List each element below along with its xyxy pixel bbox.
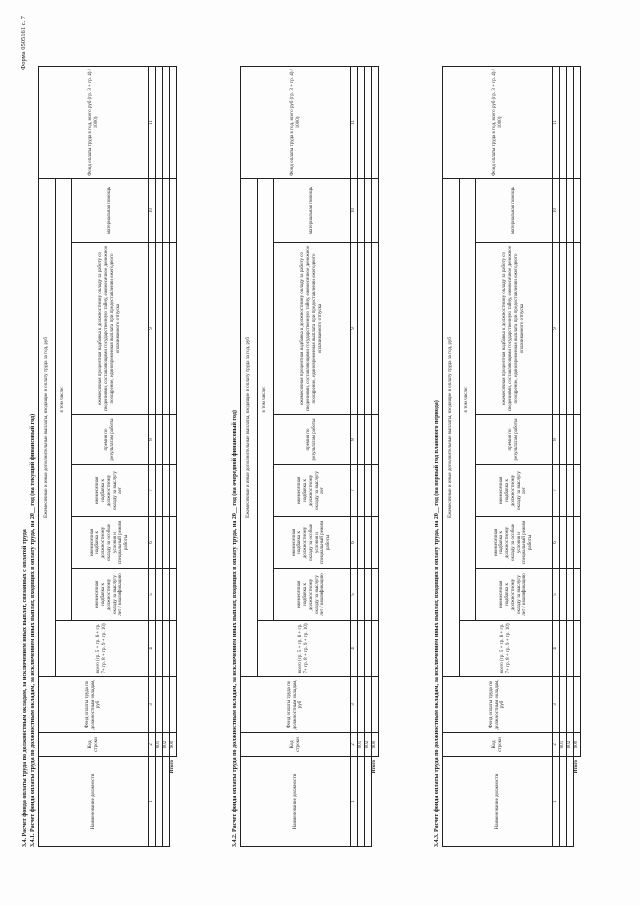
value-cell[interactable] (567, 465, 574, 517)
value-cell[interactable] (163, 517, 170, 569)
table-block-3 (442, 67, 581, 847)
col-number: 11 (351, 66, 358, 178)
subgroup-header: в том числе: (258, 178, 274, 620)
total-row (574, 66, 581, 846)
value-cell[interactable] (560, 178, 567, 242)
value-cell[interactable] (567, 569, 574, 621)
col-annual-fund-header: Фонд оплаты труда в год, всего руб (гр. 3 + гр. 4) / 1000) (443, 66, 553, 178)
value-cell[interactable] (560, 66, 567, 178)
payroll-table-1 (38, 66, 177, 847)
value-cell[interactable] (560, 243, 567, 415)
value-cell[interactable] (365, 243, 372, 415)
column-numbers-row (553, 66, 560, 846)
col-number: 2 (553, 733, 560, 757)
value-cell[interactable] (365, 415, 372, 465)
table-row (163, 66, 170, 846)
total-cell[interactable] (372, 415, 379, 465)
position-cell[interactable] (567, 757, 574, 847)
col-annual-fund-header: Фонд оплаты труда в год, всего руб (гр. 3 + гр. 4) / 1000) (241, 66, 351, 178)
total-cell[interactable] (574, 178, 581, 242)
total-cell[interactable] (574, 415, 581, 465)
total-cell[interactable] (170, 621, 177, 677)
value-cell[interactable] (156, 178, 163, 242)
payroll-table-2 (240, 66, 379, 847)
col-number: 7 (149, 465, 156, 517)
col-8-header: премия по результатам работы (71, 415, 148, 465)
col-9-header: ежемесячная процентная надбавка к должностному окладу за работу со сведениями, составляющими государственную тайну, ежемесячное денежное поощрение, единовременная выплата при предоставлении ежегодного оплачиваемого отпуска (273, 243, 350, 415)
col-number: 7 (351, 465, 358, 517)
value-cell[interactable] (163, 243, 170, 415)
total-cell[interactable] (574, 66, 581, 178)
col-10-header: материальная помощь (475, 178, 552, 242)
total-label: Итого (372, 760, 378, 774)
col-salary-fund-header: Фонд оплаты труда по должностным окладам, руб (39, 677, 149, 733)
block-2-title: 3.4.2. Расчет фонда оплаты труда по должностным окладам, за исключением иных выплат, входящих в оплату труда, на 20__ год (на очередной финансовый год) (232, 410, 238, 847)
form-number: Форма 0505161 с. 7 (20, 16, 27, 70)
row-code: 002 (567, 733, 574, 757)
value-cell[interactable] (358, 621, 365, 677)
value-cell[interactable] (358, 415, 365, 465)
subgroup-header: в том числе: (56, 178, 72, 620)
value-cell[interactable] (560, 517, 567, 569)
col-number: 2 (351, 733, 358, 757)
total-code: 900 (574, 733, 581, 757)
value-cell[interactable] (358, 517, 365, 569)
value-cell[interactable] (156, 621, 163, 677)
value-cell[interactable] (163, 415, 170, 465)
col-number: 9 (553, 243, 560, 415)
table-block-2 (240, 67, 379, 847)
col-number: 7 (553, 465, 560, 517)
position-cell[interactable] (365, 757, 372, 847)
col-9-header: ежемесячная процентная надбавка к должностному окладу за работу со сведениями, составляющими государственную тайну, ежемесячное денежное поощрение, единовременная выплата при предоставлении ежегодного оплачиваемого отпуска (475, 243, 552, 415)
total-cell[interactable] (170, 677, 177, 733)
value-cell[interactable] (163, 66, 170, 178)
col-5-header: ежемесячная надбавка к должностному окладу за выслугу лет / квалификацию (71, 569, 148, 621)
value-cell[interactable] (156, 517, 163, 569)
col-number: 5 (351, 569, 358, 621)
total-cell[interactable] (372, 569, 379, 621)
section-title: 3.4. Расчет фонда оплаты труда по должностным окладам, за исключением иных выплат, связанных с оплатой труда (22, 529, 28, 847)
value-cell[interactable] (365, 465, 372, 517)
col-total-header: всего (гр. 5 + гр. 6 + гр. 7+ гр. 8 + гр. 9 + гр. 10) (56, 621, 149, 677)
value-cell[interactable] (358, 677, 365, 733)
position-cell[interactable] (163, 757, 170, 847)
col-number: 5 (149, 569, 156, 621)
value-cell[interactable] (156, 66, 163, 178)
col-7-header: ежемесячная надбавка к должностному окладу за выслугу лет (273, 465, 350, 517)
col-code-header: Код строки (39, 733, 149, 757)
col-number: 3 (553, 677, 560, 733)
col-code-header: Код строки (443, 733, 553, 757)
total-cell[interactable] (574, 465, 581, 517)
value-cell[interactable] (163, 621, 170, 677)
col-number: 1 (351, 757, 358, 847)
total-cell[interactable] (372, 243, 379, 415)
col-number: 1 (553, 757, 560, 847)
value-cell[interactable] (567, 415, 574, 465)
value-cell[interactable] (567, 66, 574, 178)
col-position-header: Наименование должности (443, 757, 553, 847)
total-cell[interactable] (372, 178, 379, 242)
col-number: 4 (553, 621, 560, 677)
value-cell[interactable] (560, 415, 567, 465)
total-cell[interactable] (372, 677, 379, 733)
col-number: 5 (553, 569, 560, 621)
value-cell[interactable] (365, 569, 372, 621)
value-cell[interactable] (156, 569, 163, 621)
value-cell[interactable] (560, 677, 567, 733)
value-cell[interactable] (567, 243, 574, 415)
total-cell[interactable] (574, 677, 581, 733)
col-6-header: ежемесячная надбавка к должностному окладу за особые условия и специальный режим работы (273, 517, 350, 569)
group-header: Ежемесячные и иные дополнительные выплаты, входящие в оплату труда за год, руб (39, 178, 56, 676)
col-number: 1 (149, 757, 156, 847)
total-cell[interactable] (574, 517, 581, 569)
position-cell[interactable] (560, 757, 567, 847)
col-7-header: ежемесячная надбавка к должностному окладу за выслугу лет (71, 465, 148, 517)
col-number: 6 (351, 517, 358, 569)
value-cell[interactable] (560, 621, 567, 677)
col-number: 9 (351, 243, 358, 415)
col-8-header: премия по результатам работы (475, 415, 552, 465)
col-total-header: всего (гр. 5 + гр. 6 + гр. 7+ гр. 8 + гр. 9 + гр. 10) (460, 621, 553, 677)
col-number: 6 (149, 517, 156, 569)
value-cell[interactable] (163, 569, 170, 621)
position-cell[interactable] (358, 757, 365, 847)
col-number: 11 (149, 66, 156, 178)
table-row (156, 66, 163, 846)
col-number: 9 (149, 243, 156, 415)
total-cell[interactable] (170, 569, 177, 621)
group-header: Ежемесячные и иные дополнительные выплаты, входящие в оплату труда за год, руб (241, 178, 258, 676)
position-cell[interactable] (156, 757, 163, 847)
col-10-header: материальная помощь (71, 178, 148, 242)
col-6-header: ежемесячная надбавка к должностному окладу за особые условия и специальный режим работы (71, 517, 148, 569)
row-code: 001 (358, 733, 365, 757)
value-cell[interactable] (163, 465, 170, 517)
total-cell[interactable] (372, 465, 379, 517)
total-label: Итого (170, 760, 176, 774)
total-cell[interactable] (574, 569, 581, 621)
total-cell[interactable] (170, 517, 177, 569)
col-6-header: ежемесячная надбавка к должностному окладу за особые условия и специальный режим работы (475, 517, 552, 569)
col-number: 11 (553, 66, 560, 178)
col-number: 10 (149, 178, 156, 242)
block-3-title: 3.4.3. Расчет фонда оплаты труда по должностным окладам, за исключением иных выплат, входящих в оплату труда, на 20__ год (на первый год планового периода) (434, 400, 440, 847)
table-row (560, 66, 567, 846)
total-row (170, 66, 177, 846)
col-number: 10 (351, 178, 358, 242)
value-cell[interactable] (358, 465, 365, 517)
col-number: 6 (553, 517, 560, 569)
total-cell[interactable] (372, 66, 379, 178)
col-number: 8 (553, 415, 560, 465)
col-annual-fund-header: Фонд оплаты труда в год, всего руб (гр. 3 + гр. 4) / 1000) (39, 66, 149, 178)
value-cell[interactable] (365, 178, 372, 242)
value-cell[interactable] (567, 677, 574, 733)
col-number: 4 (351, 621, 358, 677)
col-5-header: ежемесячная надбавка к должностному окладу за выслугу лет / квалификацию (273, 569, 350, 621)
col-position-header: Наименование должности (241, 757, 351, 847)
row-code: 001 (156, 733, 163, 757)
column-numbers-row (351, 66, 358, 846)
col-salary-fund-header: Фонд оплаты труда по должностным окладам, руб (443, 677, 553, 733)
col-salary-fund-header: Фонд оплаты труда по должностным окладам, руб (241, 677, 351, 733)
row-code: 002 (365, 733, 372, 757)
col-position-header: Наименование должности (39, 757, 149, 847)
col-9-header: ежемесячная процентная надбавка к должностному окладу за работу со сведениями, составляющими государственную тайну, ежемесячное денежное поощрение, единовременная выплата при предоставлении ежегодного оплачиваемого отпуска (71, 243, 148, 415)
col-number: 4 (149, 621, 156, 677)
total-cell[interactable] (170, 465, 177, 517)
col-code-header: Код строки (241, 733, 351, 757)
value-cell[interactable] (365, 517, 372, 569)
table-row (365, 66, 372, 846)
total-cell[interactable] (170, 66, 177, 178)
value-cell[interactable] (163, 677, 170, 733)
group-header: Ежемесячные и иные дополнительные выплаты, входящие в оплату труда за год, руб (443, 178, 460, 676)
row-code: 001 (560, 733, 567, 757)
value-cell[interactable] (156, 243, 163, 415)
value-cell[interactable] (358, 66, 365, 178)
value-cell[interactable] (156, 415, 163, 465)
total-cell[interactable] (574, 621, 581, 677)
value-cell[interactable] (567, 517, 574, 569)
value-cell[interactable] (163, 178, 170, 242)
col-7-header: ежемесячная надбавка к должностному окладу за выслугу лет (475, 465, 552, 517)
value-cell[interactable] (560, 465, 567, 517)
payroll-table-3 (442, 66, 581, 847)
column-numbers-row (149, 66, 156, 846)
col-number: 10 (553, 178, 560, 242)
col-10-header: материальная помощь (273, 178, 350, 242)
total-cell[interactable] (372, 517, 379, 569)
block-1-title: 3.4.1. Расчет фонда оплаты труда по должностным окладам, за исключением иных выплат, входящих в оплату труда, на 20__ год (на текущий финансовый год) (30, 413, 36, 847)
value-cell[interactable] (365, 677, 372, 733)
value-cell[interactable] (365, 66, 372, 178)
value-cell[interactable] (567, 178, 574, 242)
row-code: 002 (163, 733, 170, 757)
value-cell[interactable] (156, 465, 163, 517)
total-label: Итого (574, 760, 580, 774)
subgroup-header: в том числе: (460, 178, 476, 620)
total-cell[interactable] (574, 243, 581, 415)
table-row (358, 66, 365, 846)
col-5-header: ежемесячная надбавка к должностному окладу за выслугу лет / квалификацию (475, 569, 552, 621)
value-cell[interactable] (358, 569, 365, 621)
col-number: 3 (149, 677, 156, 733)
total-cell[interactable] (170, 178, 177, 242)
col-number: 2 (149, 733, 156, 757)
col-total-header: всего (гр. 5 + гр. 6 + гр. 7+ гр. 8 + гр. 9 + гр. 10) (258, 621, 351, 677)
total-row (372, 66, 379, 846)
value-cell[interactable] (365, 621, 372, 677)
total-cell[interactable] (170, 243, 177, 415)
value-cell[interactable] (358, 178, 365, 242)
value-cell[interactable] (560, 569, 567, 621)
value-cell[interactable] (156, 677, 163, 733)
total-code: 900 (170, 733, 177, 757)
col-number: 3 (351, 677, 358, 733)
total-code: 900 (372, 733, 379, 757)
table-block-1 (38, 67, 177, 847)
total-cell[interactable] (170, 415, 177, 465)
col-8-header: премия по результатам работы (273, 415, 350, 465)
col-number: 8 (351, 415, 358, 465)
total-cell[interactable] (372, 621, 379, 677)
table-row (567, 66, 574, 846)
value-cell[interactable] (358, 243, 365, 415)
value-cell[interactable] (567, 621, 574, 677)
col-number: 8 (149, 415, 156, 465)
